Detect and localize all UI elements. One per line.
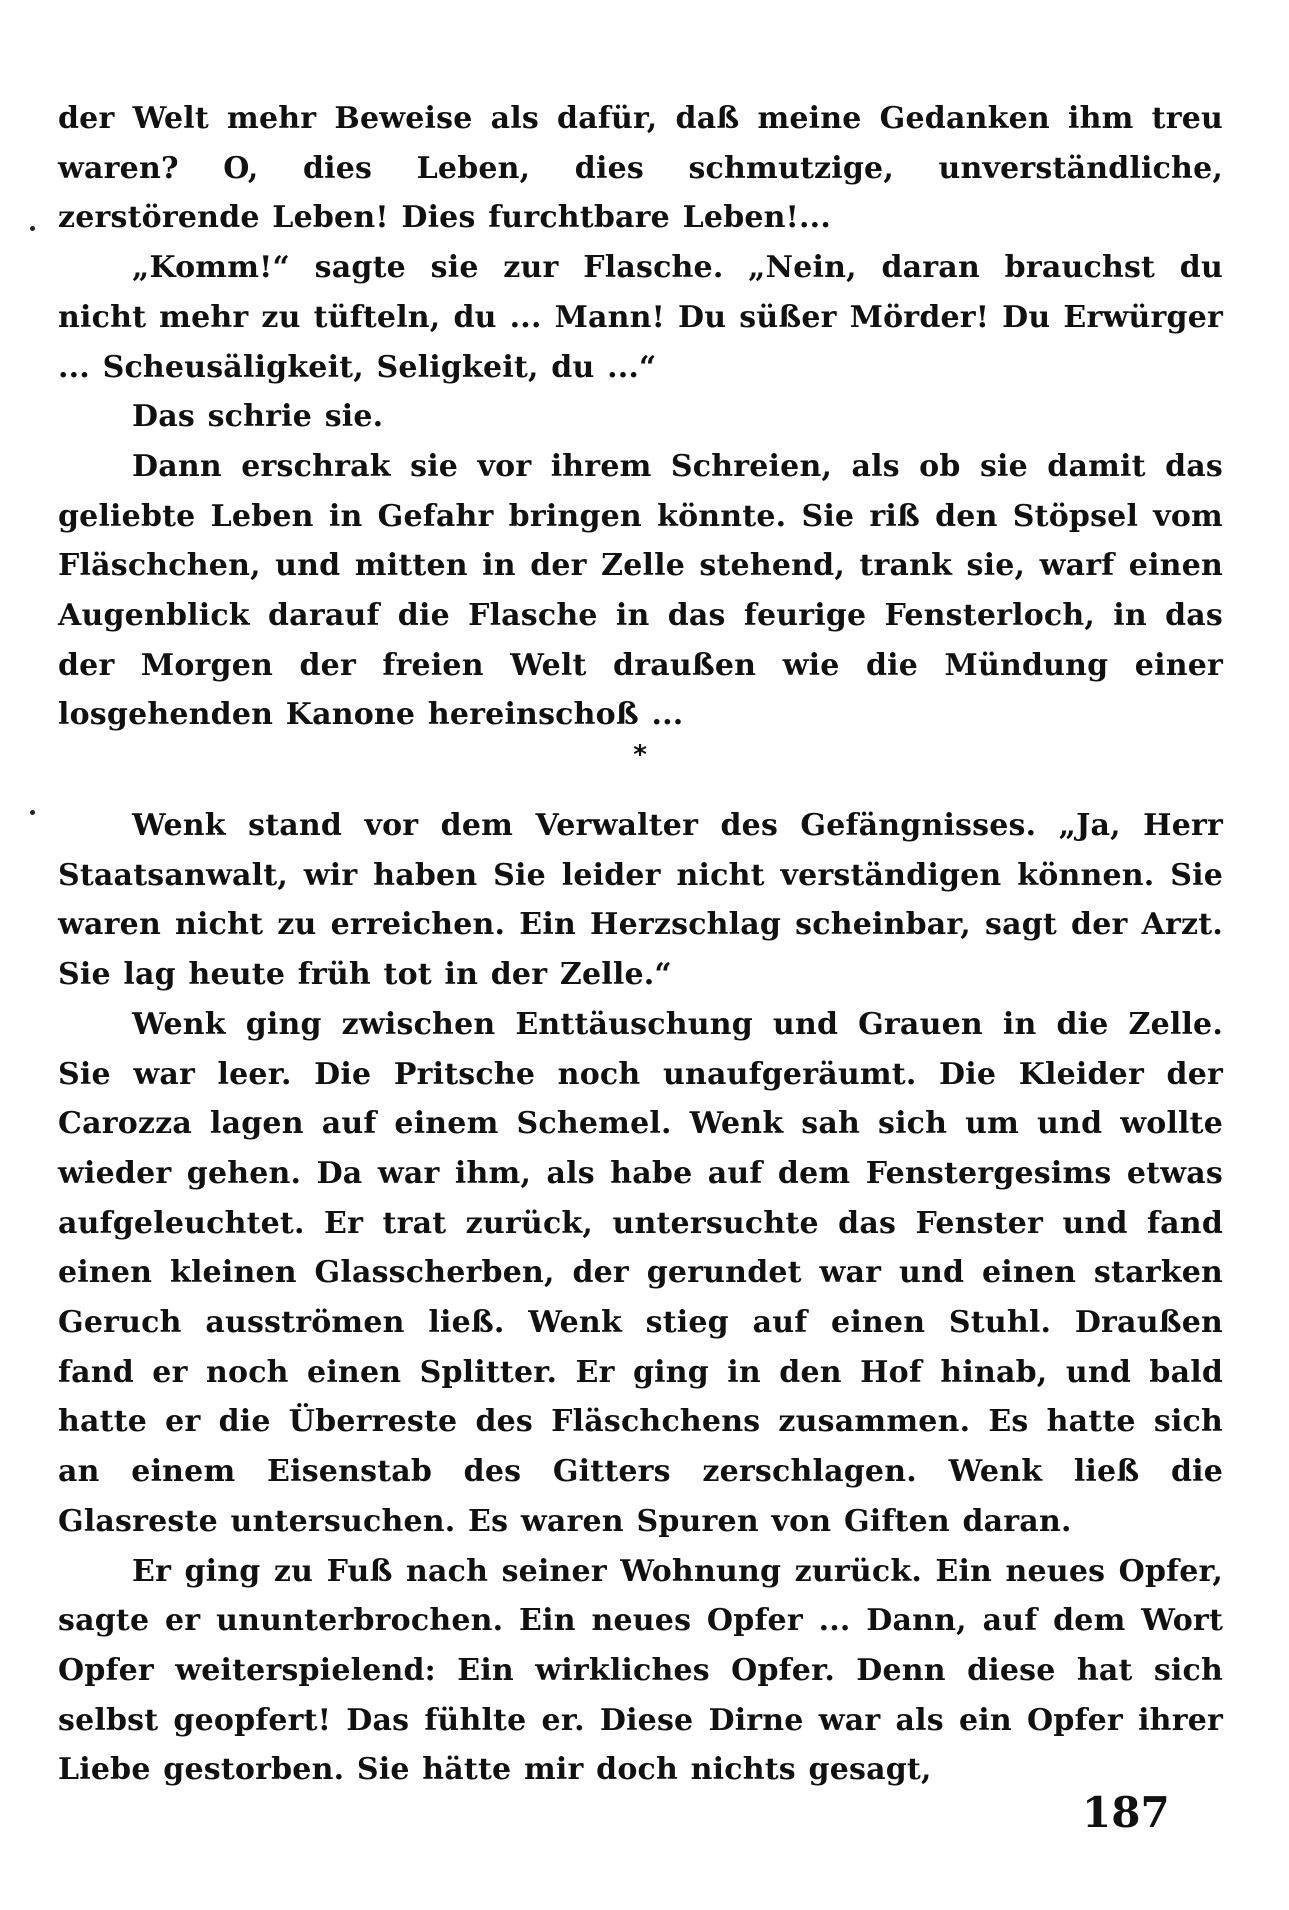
paragraph: Wenk stand vor dem Verwalter des Gefängnisses. „Ja, Herr Staatsanwalt, wir haben Sie leider nicht verständigen können. Sie waren nicht zu erreichen. Ein Herzschlag scheinbar, sagt der Arzt. Sie lag heute früh tot in der Zelle.“ — [58, 808, 1223, 993]
paragraph: der Welt mehr Beweise als dafür, daß meine Gedanken ihm treu waren? O, dies Leben, dies schmutzige, unverständliche, zerstörende Leben! Dies furchtbare Leben!... — [58, 101, 1223, 236]
paragraph: „Komm!“ sagte sie zur Flasche. „Nein, daran brauchst du nicht mehr zu tüfteln, du ... Mann! Du süßer Mörder! Du Erwürger ... Scheusäligkeit, Seligkeit, du ...“ — [58, 250, 1223, 385]
text-section-after-break — [58, 801, 1223, 1795]
print-speck — [30, 810, 35, 815]
page-number: 187 — [1082, 1788, 1170, 1837]
paragraph: Er ging zu Fuß nach seiner Wohnung zurück. Ein neues Opfer, sagte er ununterbrochen. Ein neues Opfer ... Dann, auf dem Wort Opfer weiterspielend: Ein wirkliches Opfer. Denn diese hat sich selbst geopfert! Das fühlte er. Diese Dirne war als ein Opfer ihrer Liebe gestorben. Sie hätte mir doch nichts gesagt, — [58, 1553, 1223, 1788]
paragraph: Dann erschrak sie vor ihrem Schreien, als ob sie damit das geliebte Leben in Gefahr bringen könnte. Sie riß den Stöpsel vom Fläschchen, und mitten in der Zelle stehend, trank sie, warf einen Augenblick darauf die Flasche in das feurige Fensterloch, in das der Morgen der freien Welt draußen wie die Mündung einer losgehenden Kanone hereinschoß ... — [58, 448, 1223, 733]
text-section-before-break — [58, 94, 1223, 740]
section-separator: * — [633, 740, 647, 770]
paragraph: Wenk ging zwischen Enttäuschung und Grauen in die Zelle. Sie war leer. Die Pritsche noch unaufgeräumt. Die Kleider der Carozza lagen auf einem Schemel. Wenk sah sich um und wollte wieder gehen. Da war ihm, als habe auf dem Fenstergesims etwas aufgeleuchtet. Er trat zurück, untersuchte das Fenster und fand einen kleinen Glasscherben, der gerundet war und einen starken Geruch ausströmen ließ. Wenk stieg auf einen Stuhl. Draußen fand er noch einen Splitter. Er ging in den Hof hinab, und bald hatte er die Überreste des Fläschchens zusammen. Es hatte sich an einem Eisenstab des Gitters zerschlagen. Wenk ließ die Glasreste untersuchen. Es waren Spuren von Giften daran. — [58, 1006, 1223, 1539]
paragraph: Das schrie sie. — [132, 399, 384, 435]
print-speck — [30, 226, 35, 231]
